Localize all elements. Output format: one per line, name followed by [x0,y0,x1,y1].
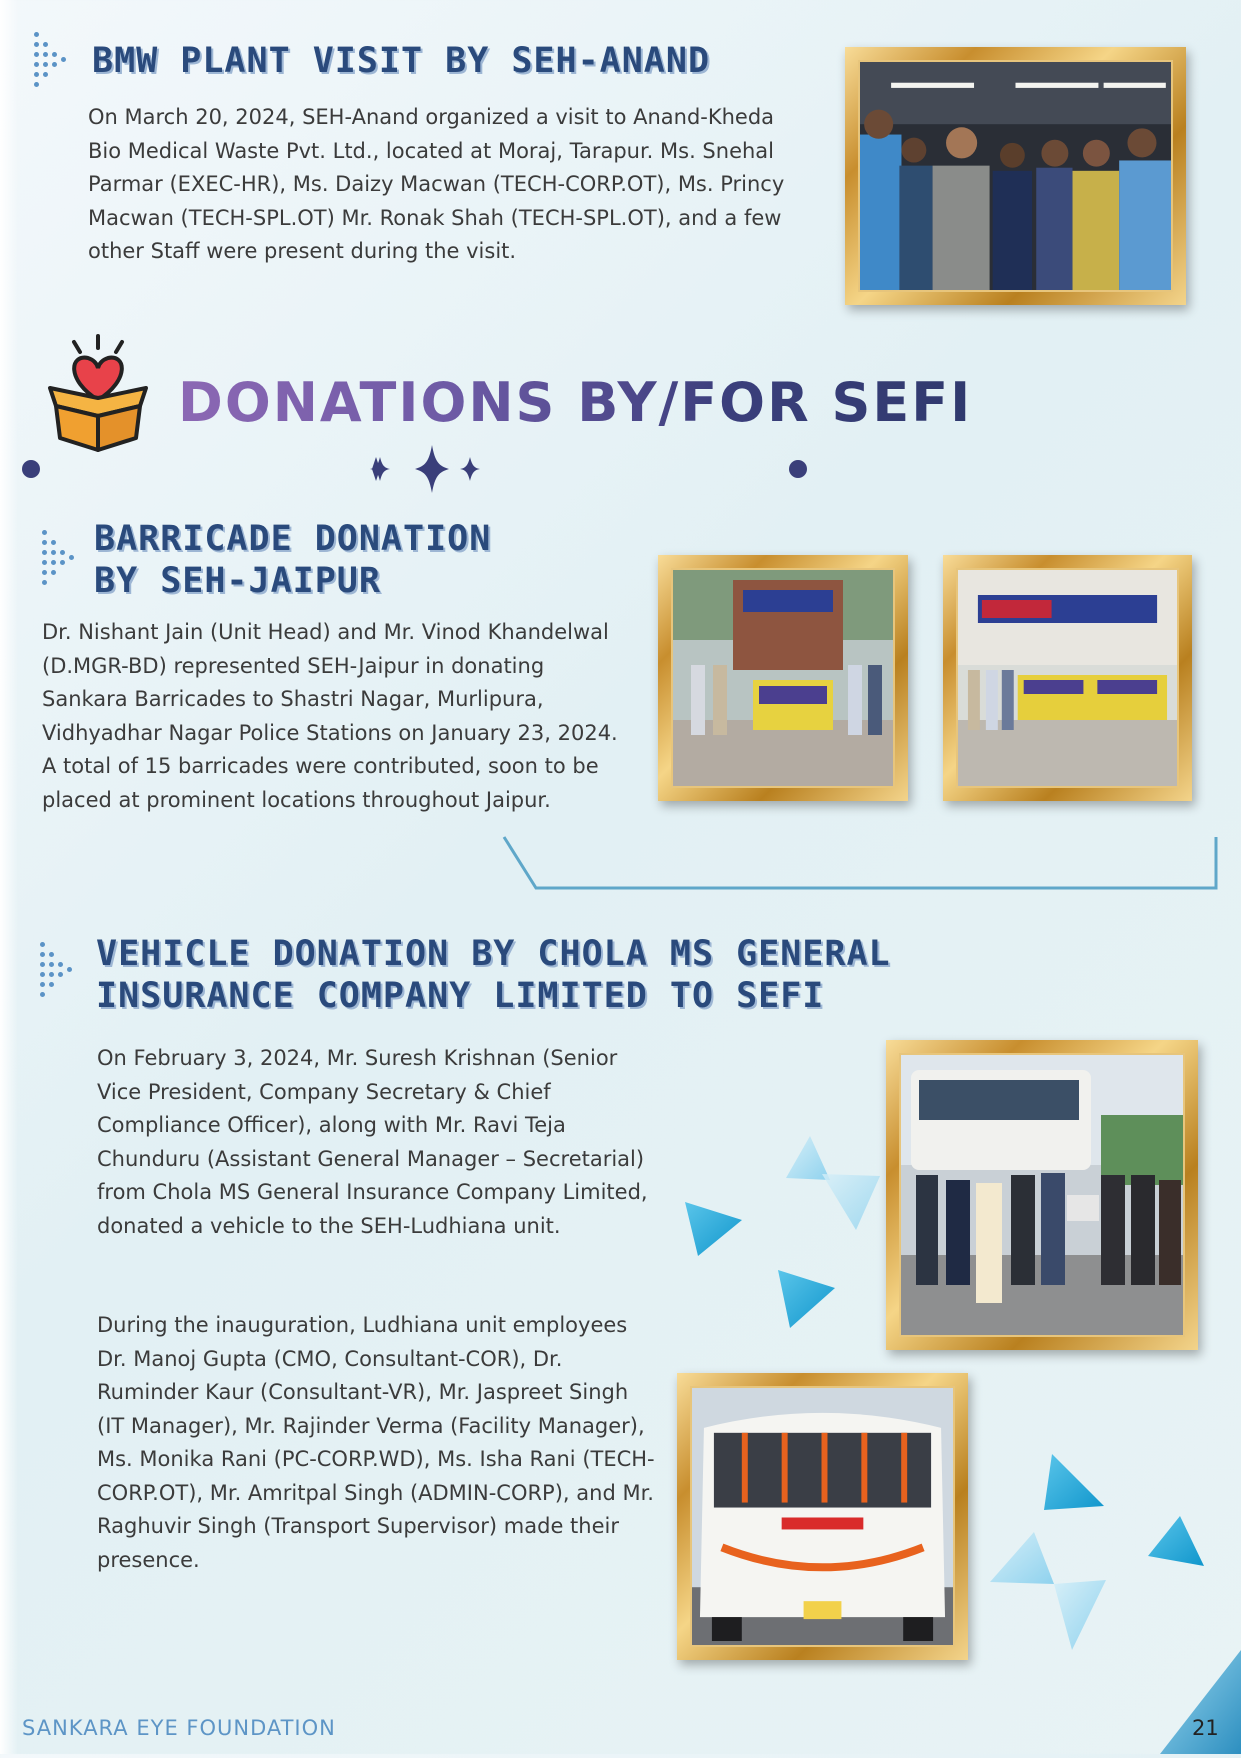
vehicle-handover-photo [899,1053,1185,1337]
bmw-photo-frame [845,47,1186,305]
barricade-photo-frame-1 [658,555,908,801]
bullet-dots-icon [38,940,76,1002]
bus-photo-frame [677,1373,968,1660]
heart-box-icon [36,330,161,455]
decorative-divider [20,440,810,500]
barricade-photo-frame-2 [943,555,1192,801]
bmw-section-body: On March 20, 2024, SEH-Anand organized a visit to Anand-Kheda Bio Medical Waste Pvt. Ltd., located at Moraj, Tarapur. Ms. Snehal Parmar (EXEC-HR), Ms. Daizy Macwan (TECH-CORP.OT), Ms. Princy Macwan (TECH-SPL.OT) Mr. Ronak Shah (TECH-SPL.OT), and a few other Staff were present during the visit. [88,105,785,263]
vehicle-section-body-2: During the inauguration, Ludhiana unit employees Dr. Manoj Gupta (CMO, Consultant-COR), Dr. Ruminder Kaur (Consultant-VR), Mr. Jaspreet Singh (IT Manager), Mr. Rajinder Verma (Facility Manager), Ms. Monika Rani (PC-CORP.WD), Ms. Isha Rani (TECH-CORP.OT), Mr. Amritpal Singh (ADMIN-CORP), and Mr. Raghuvir Singh (Transport Supervisor) made their presence. [97,1313,655,1572]
donations-title: DONATIONS BY/FOR SEFI [178,371,973,434]
decorative-bracket-line [500,835,1222,895]
police-station-barricade-photo [956,568,1179,788]
vehicle-section-body-1: On February 3, 2024, Mr. Suresh Krishnan (Senior Vice President, Company Secretary & Chief Compliance Officer), along with Mr. Ravi Teja Chunduru (Assistant General Manager – Secretarial) from Chola MS General Insurance Company Limited, donated a vehicle to the SEH-Ludhiana unit. [97,1046,648,1238]
police-station-barricade-photo [671,568,895,788]
vehicle-handover-photo-frame [886,1040,1198,1350]
bus-photo [690,1386,955,1647]
page-left-edge [0,0,18,1754]
bullet-dots-icon [40,528,78,590]
bmw-section-title: BMW PLANT VISIT BY SEH-ANAND [92,41,711,81]
footer-org-name: SANKARA EYE FOUNDATION [22,1716,336,1740]
barricade-section-body: Dr. Nishant Jain (Unit Head) and Mr. Vinod Khandelwal (D.MGR-BD) represented SEH-Jaipur in donating Sankara Barricades to Shastri Nagar, Murlipura, Vidhyadhar Nagar Police Stations on January 23, 2024. A total of 15 barricades were contributed, soon to be placed at prominent locations throughout Jaipur. [42,620,618,812]
group-photo [858,60,1173,292]
vehicle-section-title: VEHICLE DONATION BY CHOLA MS GENERAL INSURANCE COMPANY LIMITED TO SEFI [96,934,891,1016]
page-number: 21 [1192,1716,1219,1740]
bullet-dots-icon [32,30,70,92]
barricade-section-title: BARRICADE DONATION BY SEH-JAIPUR [94,519,492,601]
